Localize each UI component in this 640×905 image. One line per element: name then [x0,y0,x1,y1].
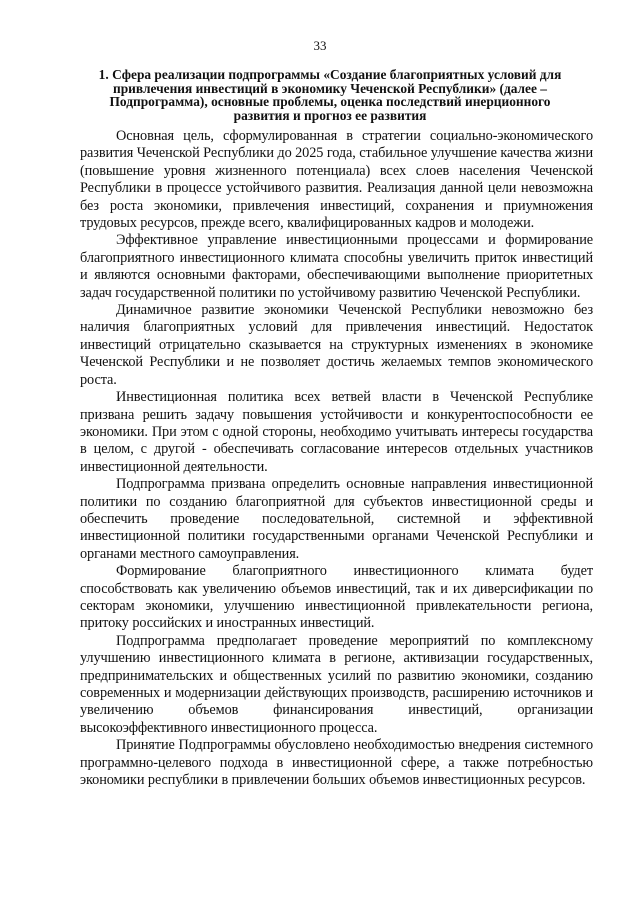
paragraph-5: Подпрограмма призвана определить основные направления инвестиционной политики по созданию благоприятной для субъектов инвестиционной среды и обеспечить проведение последовательной, системной и эффективной инвестиционной политики государственными органами Чеченской Республики и органами местного самоуправления. [80,476,593,562]
paragraph-7: Подпрограмма предполагает проведение мероприятий по комплексному улучшению инвестиционного климата в регионе, активизации государственных, предпринимательских и общественных усилий по развитию экономики, созданию современных и модернизации действующих производств, расширению источников и увеличению объемов финансирования инвестиций, организации высокоэффективного инвестиционного процесса. [80,632,593,736]
body-text [80,128,593,789]
paragraph-8: Принятие Подпрограммы обусловлено необходимостью внедрения системного программно-целевого подхода в инвестиционной сфере, а также потребностью экономики республики в привлечении больших объемов инвестиционных ресурсов. [80,737,593,789]
paragraph-1: Основная цель, сформулированная в стратегии социально-экономического развития Чеченской Республики до 2025 года, стабильное улучшение качества жизни (повышение уровня жизненного потенциала) всех слоев населения Чеченской Республики в процессе устойчивого развития. Реализация данной цели невозможна без роста экономики, привлечения инвестиций, сохранения и приумножения трудовых ресурсов, прежде всего, квалифицированных кадров и молодежи. [80,128,593,232]
page-number: 33 [313,38,327,53]
paragraph-3: Динамичное развитие экономики Чеченской Республики невозможно без наличия благоприятных условий для привлечения инвестиций. Недостаток инвестиций отрицательно сказывается на структурных изменениях в экономике Чеченской Республики и не позволяет достичь желаемых темпов экономического роста. [80,302,593,388]
paragraph-6: Формирование благоприятного инвестиционного климата будет способствовать как увеличению объемов инвестиций, так и их диверсификации по секторам экономики, улучшению инвестиционной привлекательности региона, притоку российских и иностранных инвестиций. [80,563,593,632]
section-heading: 1. Сфера реализации подпрограммы «Создание благоприятных условий для привлечения инвестиций в экономику Чеченской Республики» (далее – Подпрограмма), основные проблемы, оценка последствий инерционного развития и прогноз ее развития [98,67,562,123]
paragraph-2: Эффективное управление инвестиционными процессами и формирование благоприятного инвестиционного климата способны увеличить приток инвестиций и являются основными факторами, обеспечивающими выполнение приоритетных задач государственной политики по устойчивому развитию Чеченской Республики. [80,232,593,301]
paragraph-4: Инвестиционная политика всех ветвей власти в Чеченской Республике призвана решить задачу повышения устойчивости и конкурентоспособности ее экономики. При этом с одной стороны, необходимо учитывать интересы государства в целом, с другой - обеспечивать согласование интересов отдельных участников инвестиционной деятельности. [80,389,593,475]
